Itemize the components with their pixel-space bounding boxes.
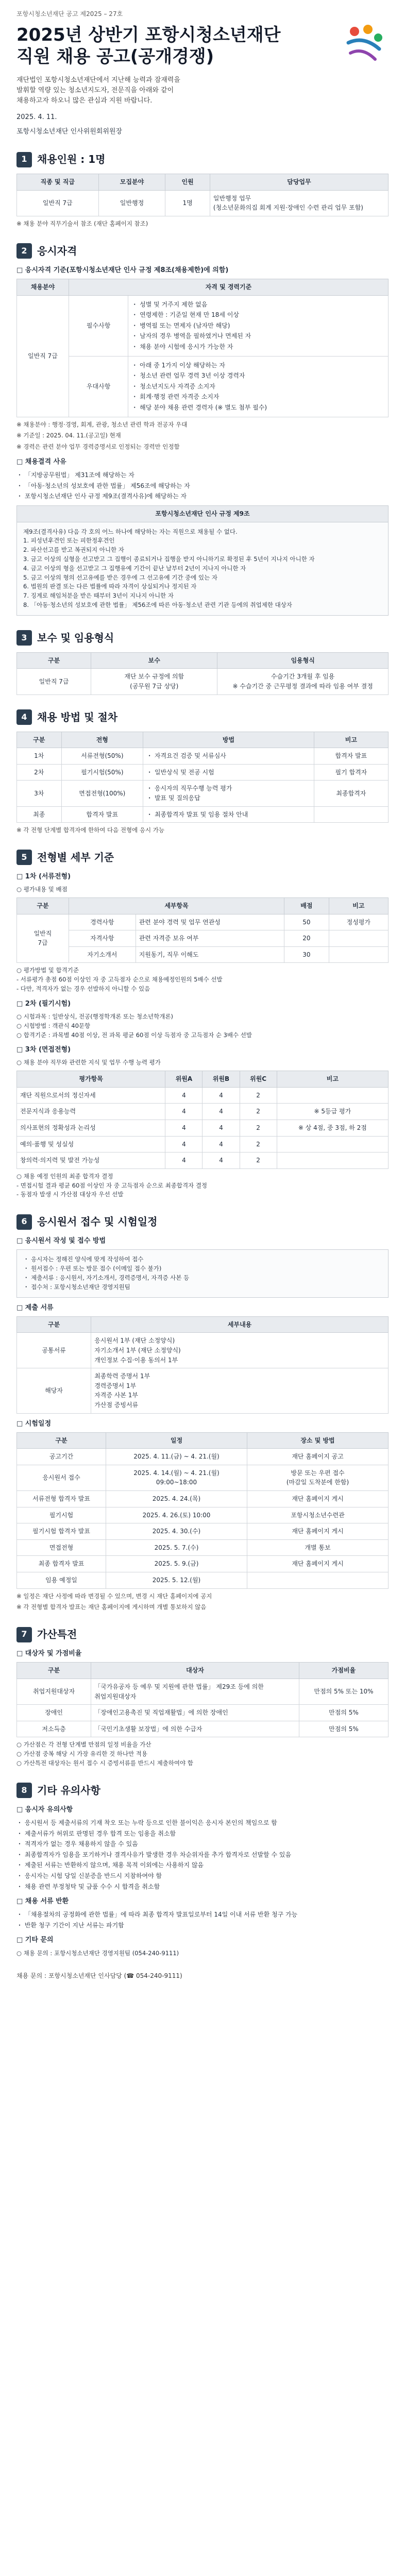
- table-cell: 최종: [17, 806, 62, 823]
- page-title-line2: 직원 채용 공고(공개경쟁): [16, 46, 214, 67]
- intro-line-2: 발휘할 역량 있는 청소년지도자, 전문직을 아래와 같이: [16, 86, 174, 94]
- table-cell: 최종학력 증명서 1부 경력증명서 1부 자격증 사본 1부 가산점 증빙서류: [91, 1368, 389, 1413]
- table-row: [17, 1449, 389, 1465]
- table-row: [17, 1153, 389, 1169]
- table-cell: 정성평가: [329, 914, 388, 930]
- table-row: [17, 1705, 389, 1721]
- col-header: 보수: [91, 652, 217, 669]
- table-cell: 2025. 4. 30.(수): [106, 1523, 247, 1540]
- table-row: [17, 806, 389, 823]
- table-row: [17, 669, 389, 694]
- table-cell: 4: [202, 1136, 240, 1153]
- document-score-table: [16, 897, 389, 963]
- title-block: [16, 24, 389, 68]
- col-header: 전형: [61, 732, 143, 748]
- table-cell: 필기시험 합격자 발표: [17, 1523, 106, 1540]
- table-cell: 4: [165, 1120, 202, 1137]
- regulation-box-title: 포항시청소년재단 인사 규정 제9조: [16, 505, 389, 522]
- note-line: ○ 합격기준 : 과목별 40점 이상, 전 과목 평균 60점 이상 득점자 중 고득점자 순 3배수 선발: [16, 1031, 252, 1039]
- table-cell: 응시원서 접수: [17, 1465, 106, 1490]
- table-cell: 필기시험(50%): [61, 764, 143, 781]
- table-cell: [247, 1572, 389, 1589]
- note-line: ※ 일정은 재단 사정에 따라 변경될 수 있으며, 변경 시 재단 홈페이지에 공지: [16, 1592, 212, 1600]
- foundation-logo-icon: [339, 20, 389, 70]
- note-line: ※ 기준일 : 2025. 04. 11.(공고일) 현재: [16, 432, 121, 439]
- table-cell: 4: [202, 1153, 240, 1169]
- preference-item: ・ 청소년지도사 자격증 소지자: [131, 382, 215, 390]
- col-header: 인원: [165, 174, 210, 191]
- table-row: [17, 1368, 389, 1413]
- table-cell: 저소득층: [17, 1721, 91, 1737]
- section-title: 보수 및 임용형식: [37, 631, 114, 644]
- note-line: 8. 「아동·청소년의 성보호에 관한 법률」 제56조에 따른 아동·청소년 관련 기관 등에의 취업제한 대상자: [23, 601, 292, 609]
- col-header: 대상자: [91, 1663, 299, 1679]
- schedule-notes: [16, 1592, 389, 1613]
- table-row: [17, 1539, 389, 1556]
- qual-group-a: 필수사항: [69, 295, 128, 356]
- table-row: [17, 748, 389, 765]
- col-header: 위원B: [202, 1071, 240, 1088]
- note-line: 4. 금고 이상의 형을 선고받고 그 집행유예 기간이 끝난 날부터 2년이 지나지 아니한 자: [23, 564, 246, 572]
- table-row: [17, 1679, 389, 1705]
- note-line: ○ 평가방법 및 합격기준: [16, 967, 79, 974]
- table-cell: 4: [165, 1136, 202, 1153]
- requirement-item: ・ 성별 및 거주지 제한 없음: [131, 300, 208, 308]
- note-line: 5. 금고 이상의 형의 선고유예를 받은 경우에 그 선고유예 기간 중에 있는 자: [23, 573, 217, 581]
- col-header: 일정: [106, 1432, 247, 1449]
- table-cell: 개별 통보: [247, 1539, 389, 1556]
- note-line: ・ 접수처 : 포항시청소년재단 경영지원팀: [23, 1283, 130, 1291]
- table-cell: 일반행정: [98, 190, 165, 216]
- col-header: 비고: [277, 1071, 388, 1088]
- table-cell: 전문지식과 응용능력: [17, 1104, 165, 1120]
- note-line: ○ 가산특전 대상자는 원서 접수 시 증빙서류를 반드시 제출하여야 함: [16, 1759, 193, 1767]
- col-header: 방법: [143, 732, 314, 748]
- section-8: [16, 1783, 389, 1958]
- table-cell: 수습기간 3개월 후 임용 ※ 수습기간 중 근무평정 결과에 따라 임용 여부 결정: [217, 669, 389, 694]
- table-cell: 공통서류: [17, 1333, 91, 1368]
- salary-table: [16, 652, 389, 695]
- table-cell: 2: [240, 1136, 277, 1153]
- table-cell: [277, 1087, 388, 1104]
- return-item: ・ 「채용절차의 공정화에 관한 법률」에 따라 최종 합격자 발표일로부터 14일 이내 서류 반환 청구 가능: [16, 1911, 298, 1919]
- table-cell: 3차: [17, 781, 62, 806]
- table-cell: 포항시청소년수련관: [247, 1507, 389, 1523]
- col-header: 구분: [17, 1316, 91, 1333]
- caution-item: ・ 제출된 서류는 반환하지 않으며, 채용 목적 이외에는 사용하지 않음: [16, 1861, 204, 1869]
- table-cell: ・ 일반상식 및 전공 시험: [143, 764, 314, 781]
- table-cell: 4: [165, 1087, 202, 1104]
- stage1-sub: ○ 평가내용 및 배점: [16, 886, 68, 893]
- note-line: ・ 원서접수 : 우편 또는 방문 접수 (이메일 접수 불가): [23, 1265, 162, 1273]
- table-cell: 4: [202, 1120, 240, 1137]
- col-header: 비고: [314, 732, 388, 748]
- section-4: [16, 709, 389, 835]
- note-line: ○ 채용 예정 인원의 최종 합격자 결정: [16, 1172, 113, 1180]
- col-header: 구분: [17, 897, 69, 914]
- col-header: 위원A: [165, 1071, 202, 1088]
- table-row: [17, 1465, 389, 1490]
- table-cell: 필기시험: [17, 1507, 106, 1523]
- table-cell: 30: [284, 946, 329, 963]
- section-2: [16, 243, 389, 616]
- note-line: 3. 금고 이상의 실형을 선고받고 그 집행이 종료되거나 집행을 받지 아니하기로 확정된 후 5년이 지나지 아니한 자: [23, 555, 315, 563]
- section-title: 응시자격: [37, 244, 77, 257]
- table-cell: 4: [165, 1153, 202, 1169]
- stage3-subtitle: □ 3차 (면접전형): [16, 1046, 71, 1054]
- table-cell: 경력사항: [69, 914, 136, 930]
- stage1-subtitle: □ 1차 (서류전형): [16, 872, 71, 880]
- col-header: 구분: [17, 1663, 91, 1679]
- section-7: [16, 1626, 389, 1768]
- table-cell: [314, 806, 388, 823]
- section-number: 3: [16, 630, 32, 646]
- col-header: 비고: [329, 897, 388, 914]
- documents-table: [16, 1316, 389, 1414]
- note-line: ※ 각 전형별 합격자 발표는 재단 홈페이지에 게시하며 개별 통보하지 않음: [16, 1603, 207, 1611]
- return-item: ・ 반환 청구 기간이 지난 서류는 파기함: [16, 1921, 124, 1929]
- footer-contact: 채용 문의 : 포항시청소년재단 인사담당 (☎ 054-240-9111): [16, 1972, 182, 1980]
- table-row: [17, 1491, 389, 1507]
- note-line: ・ 응시자는 정해진 양식에 맞게 작성하여 접수: [23, 1256, 144, 1263]
- note-line: ※ 채용분야 : 행정·경영, 회계, 관광, 청소년 관련 학과 전공자 우대: [16, 420, 188, 428]
- col-header: 가점비율: [299, 1663, 388, 1679]
- col-header: 세부항목: [69, 897, 284, 914]
- table-cell: 만점의 5% 또는 10%: [299, 1679, 388, 1705]
- section-number: 1: [16, 152, 32, 167]
- table-row: [17, 914, 389, 930]
- disqualification-item: ・ 「아동·청소년의 성보호에 관한 법률」 제56조에 해당하는 자: [16, 482, 190, 489]
- table-cell: 면접전형: [17, 1539, 106, 1556]
- intro-line-3: 채용하고자 하오니 많은 관심과 지원 바랍니다.: [16, 96, 153, 105]
- section-number: 6: [16, 1214, 32, 1230]
- col-header: 임용형식: [217, 652, 389, 669]
- table-cell: [277, 1136, 388, 1153]
- preference-item: ・ 회계·행정 관련 자격증 소지자: [131, 393, 220, 401]
- col-header: 위원C: [240, 1071, 277, 1088]
- page-title-line1: 2025년 상반기 포항시청소년재단: [16, 24, 281, 45]
- table-cell: 일반직 7급: [17, 669, 91, 694]
- application-box: [16, 1249, 389, 1297]
- disqualification-list: [16, 470, 389, 501]
- table-row: [17, 946, 389, 963]
- qual-category: 일반직 7급: [17, 295, 69, 417]
- table-cell: 만점의 5%: [299, 1721, 388, 1737]
- col-header: 구분: [17, 732, 62, 748]
- table-cell: 방문 또는 우편 접수 (마감일 도착분에 한함): [247, 1465, 389, 1490]
- table-cell: 재단 홈페이지 공고: [247, 1449, 389, 1465]
- table-cell: 공고기간: [17, 1449, 106, 1465]
- note-line: - 면접시험 결과 평균 60점 이상인 자 중 고득점자 순으로 최종합격자 결정: [16, 1181, 208, 1189]
- stage2-notes: [16, 1012, 389, 1040]
- table-cell: 서류전형 합격자 발표: [17, 1491, 106, 1507]
- note-line: ○ 가산점은 각 전형 단계별 만점의 일정 비율을 가산: [16, 1741, 151, 1749]
- table-cell: 2: [240, 1087, 277, 1104]
- table-row: [17, 764, 389, 781]
- table-cell: 1차: [17, 748, 62, 765]
- return-list: [16, 1910, 389, 1930]
- section-title: 채용 방법 및 절차: [37, 710, 118, 723]
- preference-item: ・ 아래 중 1가지 이상 해당하는 자: [131, 361, 225, 369]
- table-row: [17, 190, 389, 216]
- schedule-subtitle: □ 시험일정: [16, 1419, 52, 1428]
- col-header: 구분: [17, 1432, 106, 1449]
- col-header: 평가항목: [17, 1071, 165, 1088]
- section-3: [16, 630, 389, 695]
- table-cell: 2025. 5. 9.(금): [106, 1556, 247, 1572]
- note-line: - 동점자 발생 시 가산점 대상자 우선 선발: [16, 1191, 124, 1198]
- col-header: 직종 및 직급: [17, 174, 99, 191]
- bonus-table: [16, 1662, 389, 1737]
- table-row: [17, 1556, 389, 1572]
- table-row: [17, 1572, 389, 1589]
- section-number: 2: [16, 243, 32, 259]
- note-line: 7. 징계로 해임처분을 받은 때부터 3년이 지나지 아니한 자: [23, 592, 174, 600]
- table-cell: ・ 자격요건 검증 및 서류심사: [143, 748, 314, 765]
- requirement-item: ・ 남자의 경우 병역을 필하였거나 면제된 자: [131, 332, 251, 340]
- col-header: 채용분야: [17, 279, 69, 296]
- table-cell: ・ 응시자의 직무수행 능력 평가 ・ 발표 및 질의응답: [143, 781, 314, 806]
- section-5: [16, 850, 389, 1199]
- caution-item: ・ 최종합격자가 임용을 포기하거나 결격사유가 발생한 경우 차순위자를 추가 합격자로 선발할 수 있음: [16, 1851, 292, 1858]
- note-line: 제9조(결격사유) 다음 각 호의 어느 하나에 해당하는 자는 직원으로 채용될 수 없다.: [23, 528, 238, 535]
- requirement-item: ・ 연령제한 : 기준일 현재 만 18세 이상: [131, 311, 240, 319]
- table-cell: 해당자: [17, 1368, 91, 1413]
- section-number: 8: [16, 1783, 32, 1798]
- table-cell: 재단 직원으로서의 정신자세: [17, 1087, 165, 1104]
- table-cell: 「국민기초생활 보장법」에 의한 수급자: [91, 1721, 299, 1737]
- table-cell: 재단 보수 규정에 의함 (공무원 7급 상당): [91, 669, 217, 694]
- table-cell: 임용 예정일: [17, 1572, 106, 1589]
- qualification-table: [16, 279, 389, 417]
- note-line: - 서류평가 총점 60점 이상인 자 중 고득점자 순으로 채용예정인원의 5배수 선발: [16, 976, 223, 984]
- section-title: 채용인원 : 1명: [37, 153, 106, 166]
- table-cell: [277, 1153, 388, 1169]
- note-line: ※ 경력은 관련 분야 업무 경력증명서로 인정되는 경력만 인정함: [16, 443, 180, 451]
- table-cell: 의사표현의 정확성과 논리성: [17, 1120, 165, 1137]
- table-cell: 20: [284, 930, 329, 947]
- doc-label: 포항시청소년재단 공고 제2025 – 27호: [16, 10, 123, 18]
- positions-note: ※ 채용 분야 직무기술서 참조 (재단 홈페이지 참조): [16, 220, 148, 228]
- table-cell: 4: [202, 1087, 240, 1104]
- table-cell: 1명: [165, 190, 210, 216]
- required-list: [131, 300, 385, 352]
- table-row: [17, 1087, 389, 1104]
- note-line: 1. 피성년후견인 또는 피한정후견인: [23, 537, 115, 545]
- table-cell: 2025. 5. 7.(수): [106, 1539, 247, 1556]
- section-number: 4: [16, 709, 32, 725]
- col-header: 자격 및 경력기준: [69, 279, 388, 296]
- section-title: 기타 유의사항: [37, 1784, 100, 1797]
- col-header: 담당업무: [210, 174, 388, 191]
- caution-item: ・ 응시자는 시험 당일 신분증을 반드시 지참하여야 함: [16, 1872, 162, 1879]
- caution-item: ・ 응시원서 등 제출서류의 기재 착오 또는 누락 등으로 인한 불이익은 응시자 본인의 책임으로 함: [16, 1819, 277, 1826]
- preferred-list: [131, 361, 385, 413]
- table-cell: ※ 5등급 평가: [277, 1104, 388, 1120]
- table-cell: 취업지원대상자: [17, 1679, 91, 1705]
- section-1: [16, 151, 389, 229]
- qual-group-b: 우대사항: [69, 356, 128, 417]
- application-subtitle: □ 응시원서 작성 및 접수 방법: [16, 1237, 106, 1245]
- table-cell: 2025. 4. 14.(월) ~ 4. 21.(월) 09:00~18:00: [106, 1465, 247, 1490]
- table-cell: 일반행정 업무 (청소년문화의집 회계 지원·장애인 수련 관리 업무 포함): [210, 190, 388, 216]
- table-cell: 재단 홈페이지 게시: [247, 1491, 389, 1507]
- stage3-intro: ○ 채용 분야 직무와 관련한 지식 및 업무 수행 능력 평가: [16, 1059, 161, 1066]
- preference-item: ・ 해당 분야 채용 관련 경력자 (※ 별도 첨부 필수): [131, 403, 267, 411]
- stage1-notes: [16, 966, 389, 993]
- table-cell: 일반직 7급: [17, 914, 69, 963]
- table-cell: 2025. 4. 26.(토) 10:00: [106, 1507, 247, 1523]
- note-line: ・ 제출서류 : 응시원서, 자기소개서, 경력증명서, 자격증 사본 등: [23, 1274, 190, 1282]
- procedure-note: ※ 각 전형 단계별 합격자에 한하여 다음 전형에 응시 가능: [16, 826, 164, 834]
- section-number: 5: [16, 850, 32, 865]
- note-line: - 다만, 적격자가 없는 경우 선발하지 아니할 수 있음: [16, 985, 150, 992]
- table-cell: 50: [284, 914, 329, 930]
- table-row: [17, 1104, 389, 1120]
- positions-table: [16, 174, 389, 216]
- table-row: [17, 1721, 389, 1737]
- table-row: [17, 1136, 389, 1153]
- table-cell: ※ 상 4점, 중 3점, 하 2점: [277, 1120, 388, 1137]
- table-cell: 최종 합격자 발표: [17, 1556, 106, 1572]
- disqualification-item: ・ 포항시청소년재단 인사 규정 제9조(결격사유)에 해당하는 자: [16, 493, 187, 500]
- table-cell: 2: [240, 1153, 277, 1169]
- table-cell: 재단 홈페이지 게시: [247, 1523, 389, 1540]
- table-cell: 관련 자격증 보유 여부: [136, 930, 284, 947]
- note-line: ○ 가산점 중복 해당 시 가장 유리한 것 하나만 적용: [16, 1750, 148, 1758]
- table-row: [17, 1523, 389, 1540]
- table-cell: 필기 합격자: [314, 764, 388, 781]
- caution-item: ・ 채용 관련 부정청탁 및 금품 수수 시 합격을 취소함: [16, 1883, 160, 1890]
- table-cell: 2025. 5. 12.(월): [106, 1572, 247, 1589]
- qualification-subtitle: □ 응시자격 기준(포항시청소년재단 인사 규정 제8조(채용제한)에 의함): [16, 266, 229, 274]
- caution-subtitle: □ 응시자 유의사항: [16, 1805, 73, 1814]
- table-row: [17, 1507, 389, 1523]
- table-cell: 서류전형(50%): [61, 748, 143, 765]
- contact-subtitle: □ 기타 문의: [16, 1936, 54, 1944]
- table-cell: 만점의 5%: [299, 1705, 388, 1721]
- qualification-notes: [16, 420, 389, 452]
- table-cell: 지원동기, 직무 이해도: [136, 946, 284, 963]
- table-cell: 4: [202, 1104, 240, 1120]
- col-header: 장소 및 방법: [247, 1432, 389, 1449]
- table-cell: 2: [240, 1104, 277, 1120]
- return-subtitle: □ 채용 서류 반환: [16, 1897, 69, 1906]
- table-cell: 최종합격자: [314, 781, 388, 806]
- issuer: 포항시청소년재단 인사위원회위원장: [16, 128, 123, 136]
- table-cell: 예의·품행 및 성실성: [17, 1136, 165, 1153]
- table-cell: 2025. 4. 11.(금) ~ 4. 21.(월): [106, 1449, 247, 1465]
- table-cell: 합격자 발표: [314, 748, 388, 765]
- documents-subtitle: □ 제출 서류: [16, 1303, 54, 1312]
- table-cell: 「국가유공자 등 예우 및 지원에 관한 법률」 제29조 등에 의한 취업지원대상자: [91, 1679, 299, 1705]
- section-title: 응시원서 접수 및 시험일정: [37, 1215, 158, 1228]
- table-cell: 관련 분야 경력 및 업무 연관성: [136, 914, 284, 930]
- table-cell: 면접전형(100%): [61, 781, 143, 806]
- procedure-table: [16, 732, 389, 823]
- caution-item: ・ 적격자가 없는 경우 채용하지 않을 수 있음: [16, 1840, 138, 1848]
- section-6: [16, 1214, 389, 1612]
- section-number: 7: [16, 1627, 32, 1642]
- caution-item: ・ 제출서류가 허위로 판명된 경우 합격 또는 임용을 취소함: [16, 1829, 176, 1837]
- note-line: 2. 파산선고를 받고 복권되지 아니한 자: [23, 546, 124, 554]
- bonus-subtitle: □ 대상자 및 가점비율: [16, 1650, 82, 1658]
- table-cell: [329, 946, 388, 963]
- disqualification-subtitle: □ 채용결격 사유: [16, 458, 66, 466]
- intro-text: [16, 75, 389, 106]
- table-row: [17, 930, 389, 947]
- col-header: 구분: [17, 652, 91, 669]
- table-cell: ・ 최종합격자 발표 및 임용 절차 안내: [143, 806, 314, 823]
- caution-list: [16, 1818, 389, 1891]
- note-line: 6. 법원의 판결 또는 다른 법률에 따라 자격이 상실되거나 정지된 자: [23, 583, 197, 590]
- note-line: ○ 시험방법 : 객관식 40문항: [16, 1022, 91, 1029]
- bonus-notes: [16, 1740, 389, 1768]
- table-row: [17, 781, 389, 806]
- disqualification-item: ・ 「지방공무원법」 제31조에 해당하는 자: [16, 471, 134, 479]
- section-title: 전형별 세부 기준: [37, 851, 114, 863]
- interview-score-table: [16, 1071, 389, 1169]
- stage3-notes: [16, 1172, 389, 1199]
- regulation-box: [16, 522, 389, 616]
- table-cell: 장애인: [17, 1705, 91, 1721]
- table-cell: 4: [165, 1104, 202, 1120]
- col-header: 세부내용: [91, 1316, 389, 1333]
- table-cell: 자격사항: [69, 930, 136, 947]
- table-cell: 2025. 4. 24.(목): [106, 1491, 247, 1507]
- intro-line-1: 재단법인 포항시청소년재단에서 지난해 능력과 잠재력을: [16, 76, 180, 84]
- requirement-item: ・ 채용 분야 시험에 응시가 가능한 자: [131, 343, 233, 350]
- stage2-subtitle: □ 2차 (필기시험): [16, 999, 71, 1008]
- table-cell: 자기소개서: [69, 946, 136, 963]
- table-cell: 응시원서 1부 (재단 소정양식) 자기소개서 1부 (재단 소정양식) 개인정보 수집·이용 동의서 1부: [91, 1333, 389, 1368]
- note-line: ○ 시험과목 : 일반상식, 전공(행정학개론 또는 청소년학개론): [16, 1012, 173, 1020]
- announce-date: 2025. 4. 11.: [16, 113, 57, 122]
- table-cell: 합격자 발표: [61, 806, 143, 823]
- table-cell: 2차: [17, 764, 62, 781]
- section-title: 가산특전: [37, 1628, 77, 1641]
- requirement-item: ・ 병역필 또는 면제자 (남자만 해당): [131, 321, 230, 329]
- schedule-table: [16, 1432, 389, 1589]
- table-cell: [329, 930, 388, 947]
- col-header: 모집분야: [98, 174, 165, 191]
- table-cell: 창의력·의지력 및 발전 가능성: [17, 1153, 165, 1169]
- table-cell: 「장애인고용촉진 및 직업재활법」에 의한 장애인: [91, 1705, 299, 1721]
- table-cell: 재단 홈페이지 게시: [247, 1556, 389, 1572]
- preference-item: ・ 청소년 관련 업무 경력 3년 이상 경력자: [131, 372, 245, 380]
- table-row: [17, 1333, 389, 1368]
- col-header: 배점: [284, 897, 329, 914]
- contact-line: ○ 채용 문의 : 포항시청소년재단 경영지원팀 (054-240-9111): [16, 1949, 179, 1957]
- table-row: [17, 1120, 389, 1137]
- table-cell: 일반직 7급: [17, 190, 99, 216]
- table-cell: 2: [240, 1120, 277, 1137]
